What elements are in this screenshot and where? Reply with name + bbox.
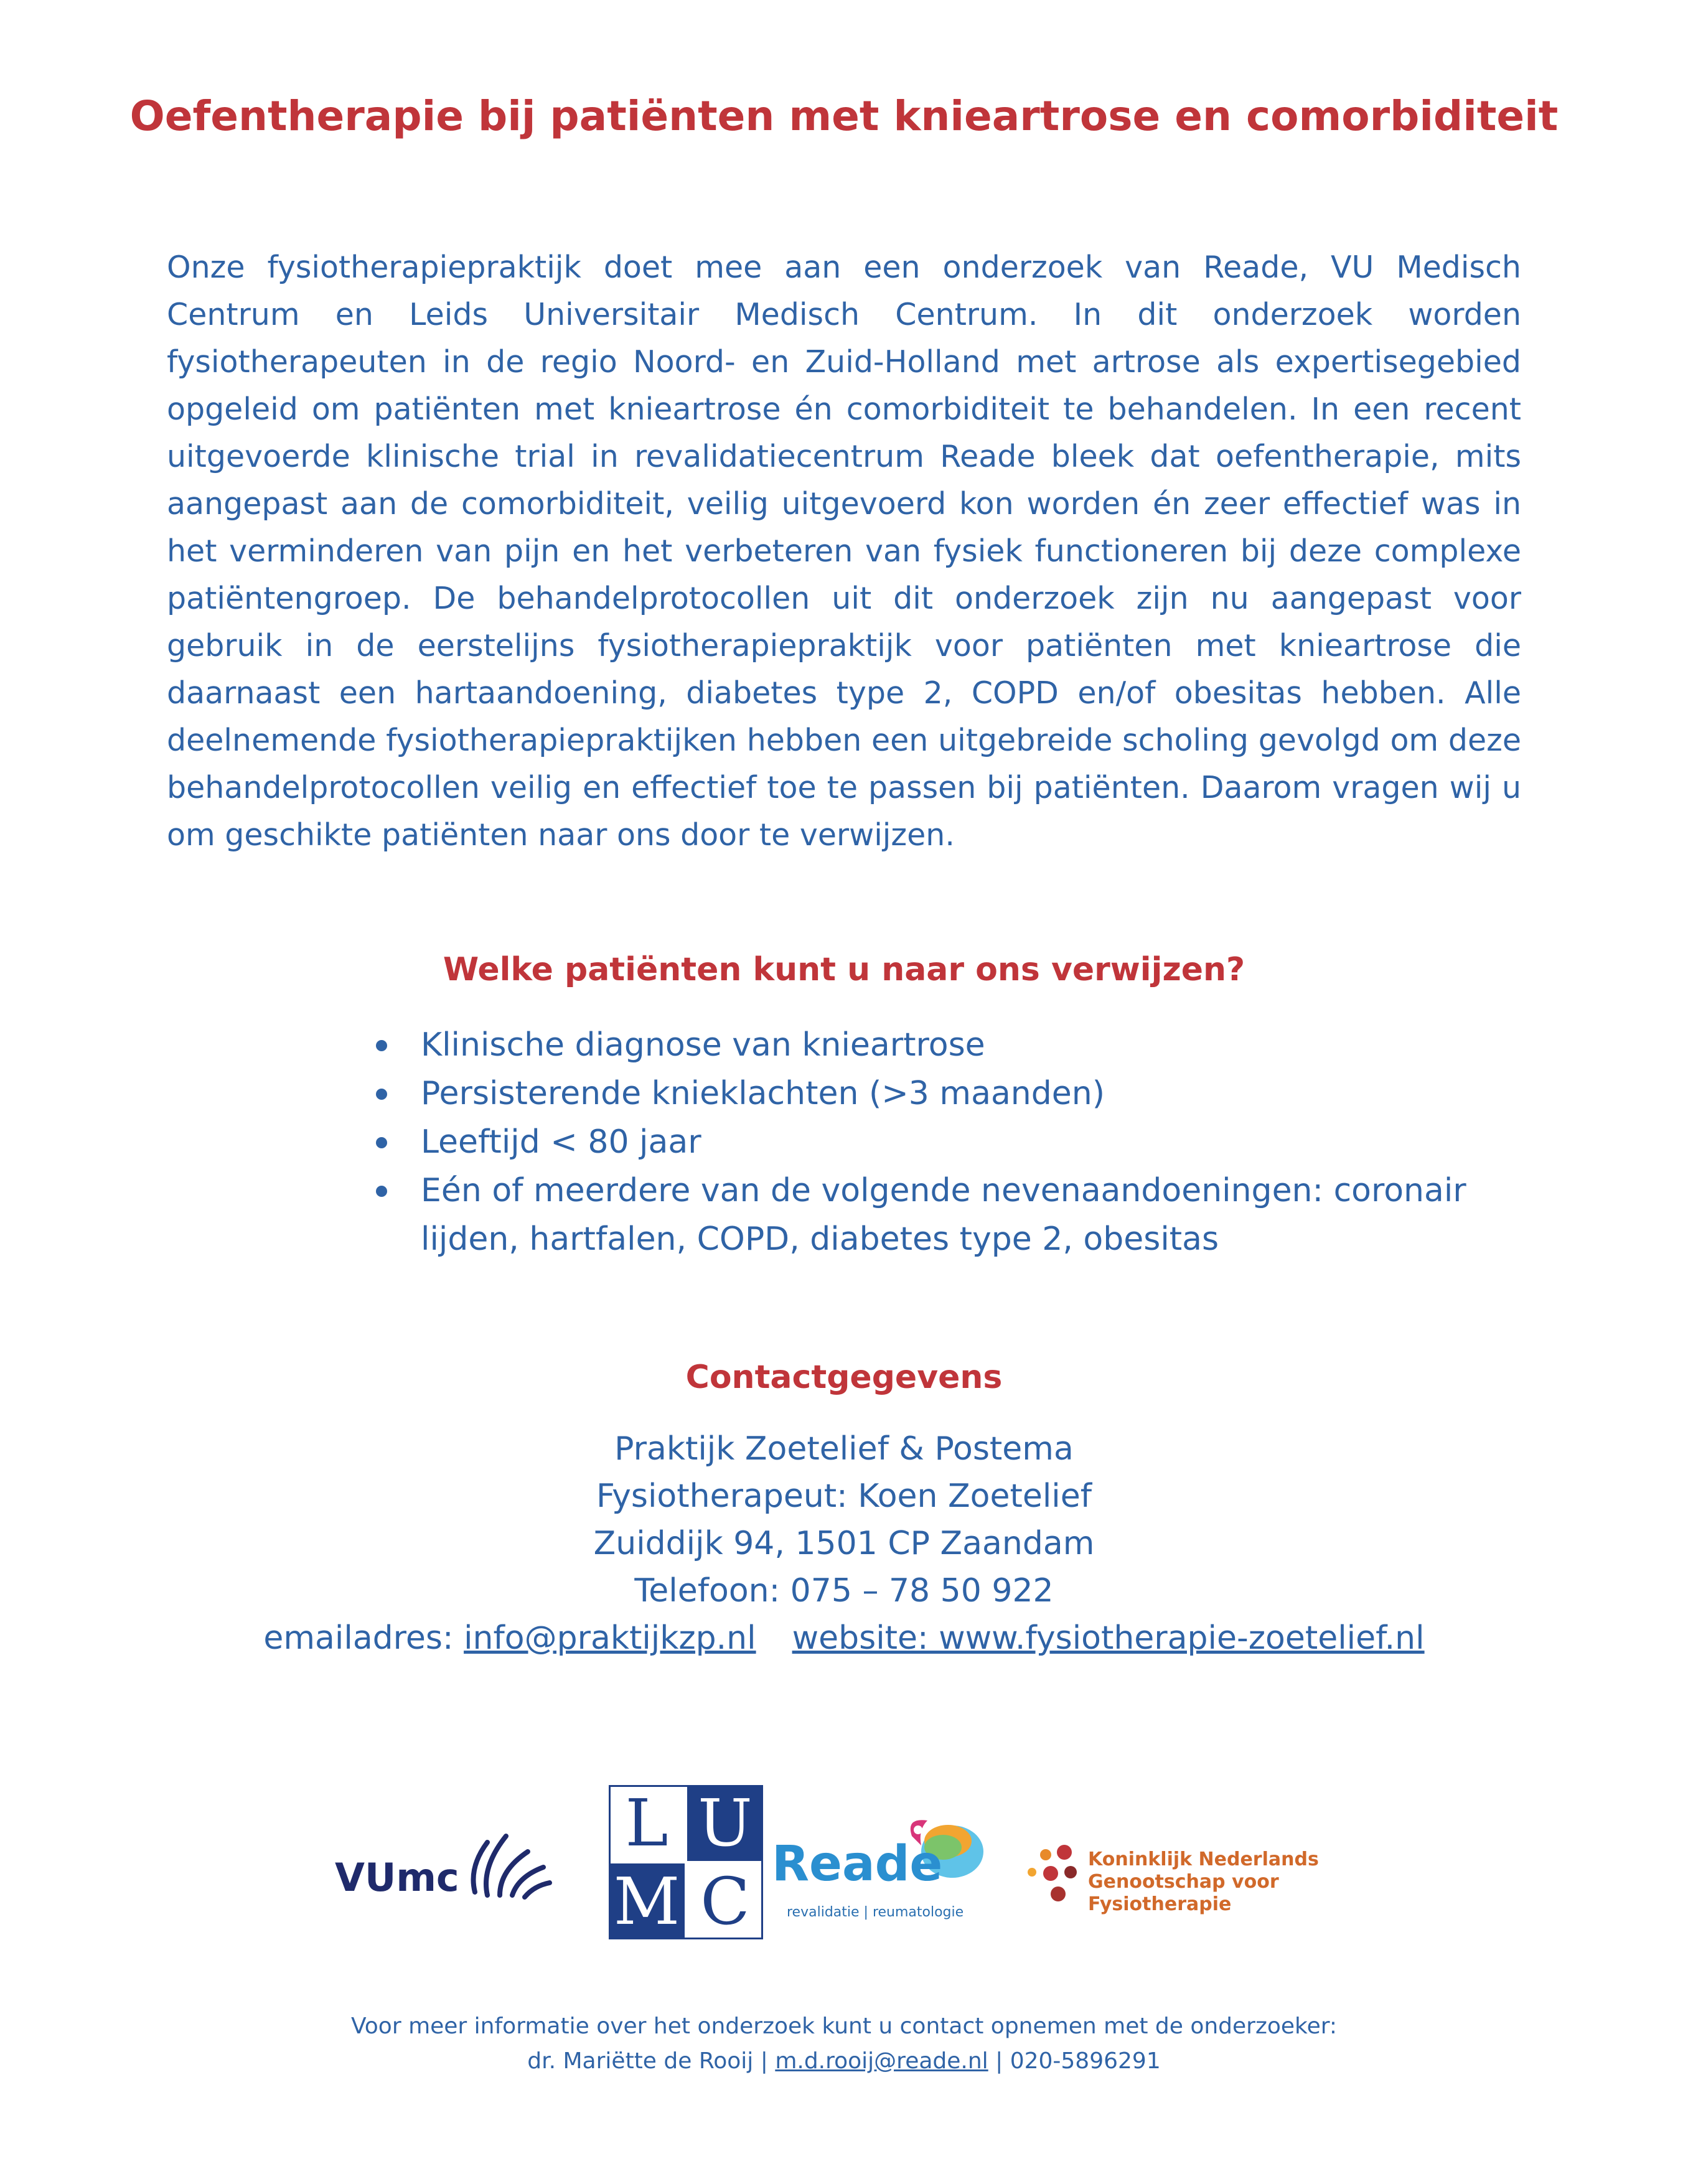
footer xyxy=(0,2009,1688,2079)
lumc-letter: C xyxy=(687,1863,763,1939)
referral-heading: Welke patiënten kunt u naar ons verwijzen? xyxy=(443,951,1245,988)
kngf-dots-icon xyxy=(1021,1841,1083,1910)
bullet-icon xyxy=(376,1137,387,1148)
document-title: Oefentherapie bij patiënten met knieartrose en comorbiditeit xyxy=(129,92,1559,140)
criterion-text: Leeftijd < 80 jaar xyxy=(421,1123,701,1161)
intro-paragraph: Onze fysiotherapiepraktijk doet mee aan een onderzoek van Reade, VU Medisch Centrum en Leids Universitair Medisch Centrum. In dit onderzoek worden fysiotherapeuten in de regio Noord- en Zuid-Holland met artrose als expertisegebied opgeleid om patiënten met knieartrose én comorbiditeit te behandelen. In een recent uitgevoerde klinische trial in revalidatiecentrum Reade bleek dat oefentherapie, mits aangepast aan de comorbiditeit, veilig uitgevoerd kon worden én zeer effectief was in het verminderen van pijn en het verbeteren van fysiek functioneren bij deze complexe patiëntengroep. De behandelprotocollen uit dit onderzoek zijn nu aangepast voor gebruik in de eerstelijns fysiotherapiepraktijk voor patiënten met knieartrose die daarnaast een hartaandoening, diabetes type 2, COPD en/of obesitas hebben. Alle deelnemende fysiotherapiepraktijken hebben een uitgebreide scholing gevolgd om deze behandelprotocollen veilig en effectief toe te passen bij patiënten. Daarom vragen wij u om geschikte patiënten naar ons door te verwijzen. xyxy=(167,250,1521,853)
vumc-logo xyxy=(335,1817,559,1917)
footer-info-text: Voor meer informatie over het onderzoek kunt u contact opnemen met de onderzoeker: xyxy=(350,2013,1338,2039)
kngf-logo xyxy=(1021,1841,1394,1916)
vumc-wordmark: VUmc xyxy=(335,1855,459,1900)
practice-name: Praktijk Zoetelief & Postema xyxy=(614,1430,1074,1468)
vumc-waves-icon xyxy=(462,1817,556,1911)
footer-contact-line: dr. Mariëtte de Rooij | m.d.rooij@reade.nl | 020-5896291 xyxy=(527,2048,1161,2074)
criterion-text: Klinische diagnose van knieartrose xyxy=(421,1026,985,1064)
kngf-line: Koninklijk Nederlands xyxy=(1088,1849,1319,1870)
researcher-name: dr. Mariëtte de Rooij xyxy=(527,2048,754,2074)
practice-phone: Telefoon: 075 – 78 50 922 xyxy=(634,1572,1054,1610)
researcher-phone: 020-5896291 xyxy=(1010,2048,1161,2074)
contact-links-line xyxy=(0,1615,1688,1662)
list-item xyxy=(376,1069,1509,1118)
bullet-icon xyxy=(376,1040,387,1051)
lumc-letter: M xyxy=(609,1863,685,1939)
practice-address: Zuiddijk 94, 1501 CP Zaandam xyxy=(593,1525,1095,1562)
email-link[interactable]: info@praktijkzp.nl xyxy=(464,1619,756,1657)
criterion-text: Eén of meerdere van de volgende nevenaandoeningen: coronair lijden, hartfalen, COPD, diabetes type 2, obesitas xyxy=(421,1172,1466,1258)
lumc-letter: U xyxy=(687,1785,763,1861)
list-item xyxy=(376,1021,1509,1069)
criterion-text: Persisterende knieklachten (>3 maanden) xyxy=(421,1075,1105,1112)
contact-block xyxy=(0,1425,1688,1662)
lumc-logo xyxy=(609,1785,766,1942)
kngf-wordmark xyxy=(1088,1849,1394,1916)
researcher-email-link[interactable]: m.d.rooij@reade.nl xyxy=(775,2048,988,2074)
kngf-line: Genootschap voor Fysiotherapie xyxy=(1088,1871,1279,1915)
bullet-icon xyxy=(376,1089,387,1100)
list-item xyxy=(376,1118,1509,1166)
website-link[interactable]: website: www.fysiotherapie-zoetelief.nl xyxy=(792,1619,1425,1657)
list-item xyxy=(376,1166,1509,1263)
referral-criteria-list xyxy=(376,1021,1509,1263)
partner-logos xyxy=(0,1774,1688,1948)
therapist-name: Fysiotherapeut: Koen Zoetelief xyxy=(596,1478,1092,1515)
reade-wordmark: Reade xyxy=(772,1836,943,1892)
contact-heading: Contactgegevens xyxy=(685,1359,1003,1396)
bullet-icon xyxy=(376,1186,387,1197)
reade-tagline: revalidatie | reumatologie xyxy=(787,1905,964,1920)
email-label: emailadres: xyxy=(263,1619,464,1657)
reade-logo xyxy=(772,1811,996,1929)
lumc-letter: L xyxy=(609,1785,685,1861)
